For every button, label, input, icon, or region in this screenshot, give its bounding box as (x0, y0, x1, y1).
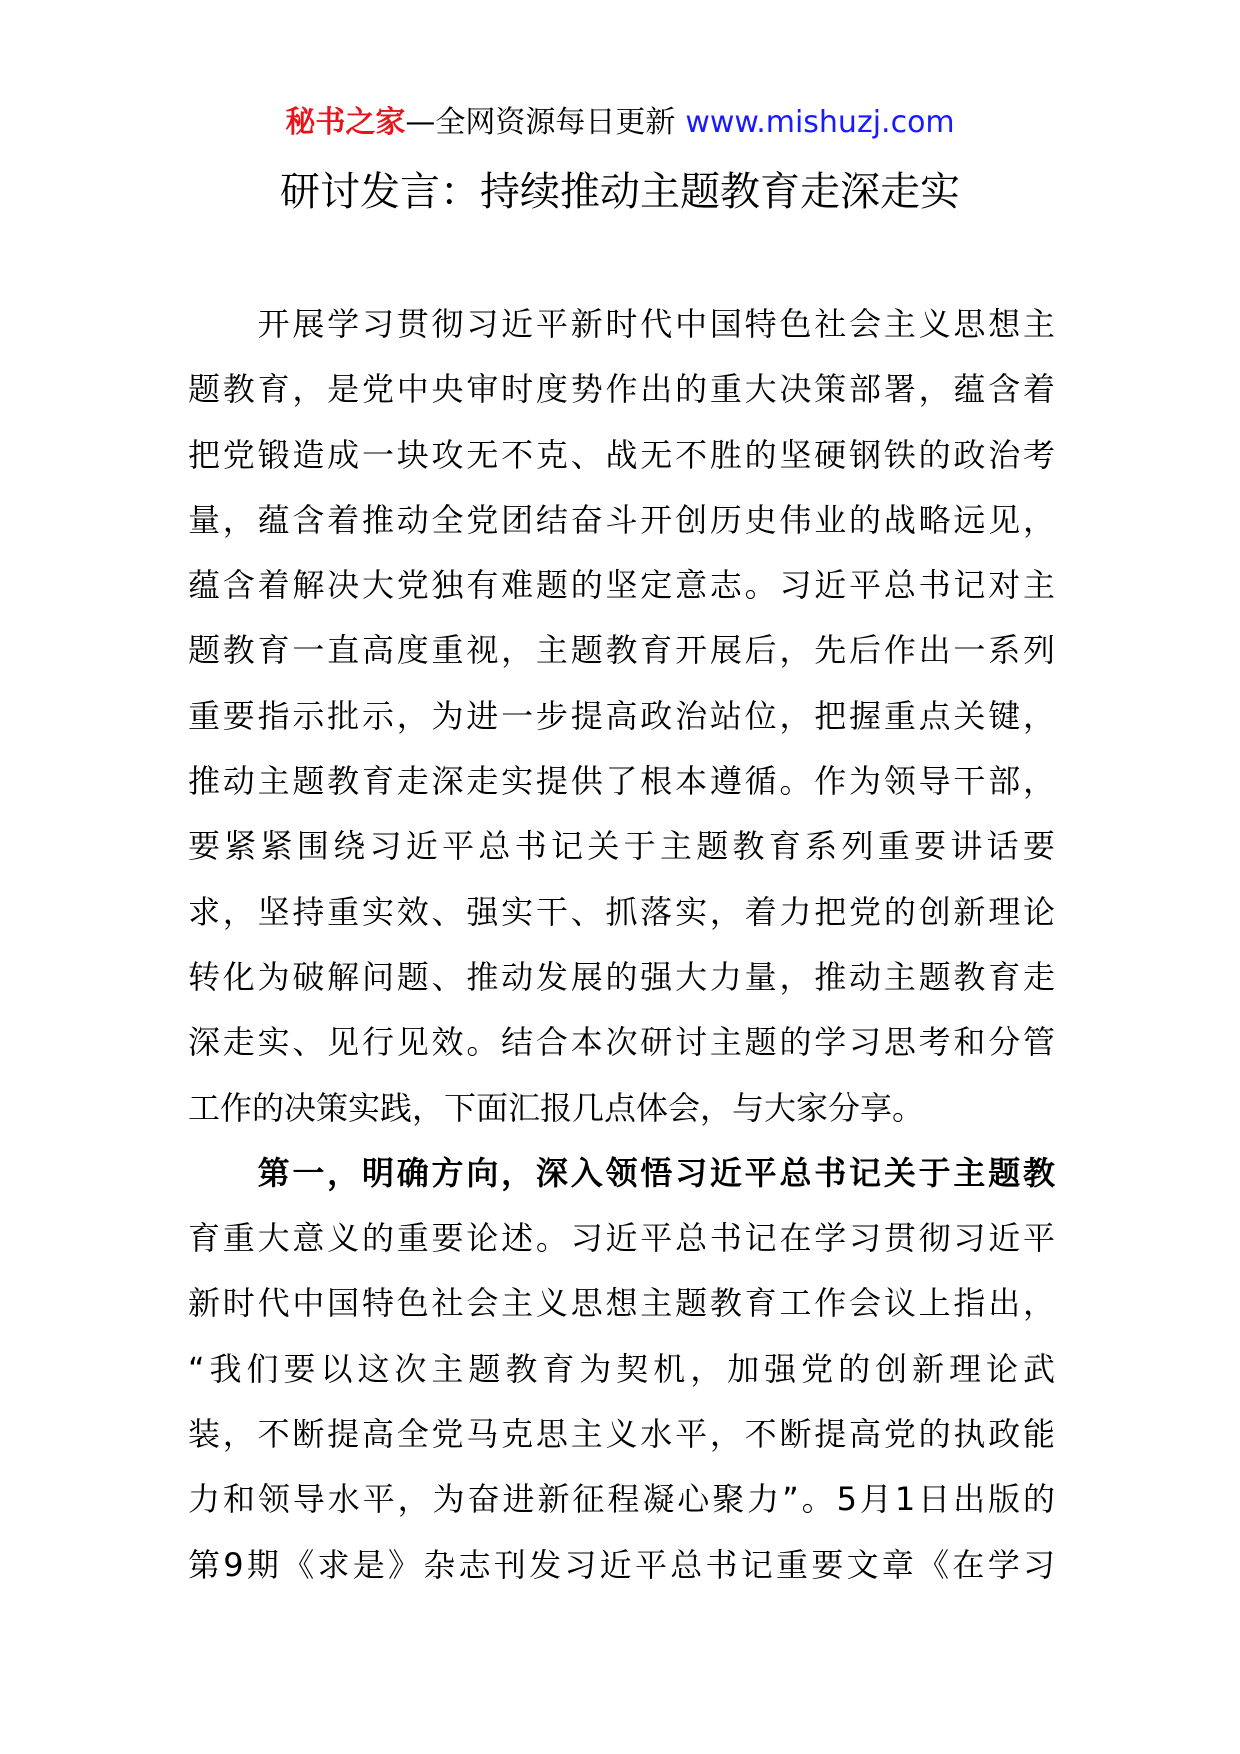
paragraph-line: 第9期《求是》杂志刊发习近平总书记重要文章《在学习 (188, 1545, 1055, 1584)
document-title: 研讨发言：持续推动主题教育走深走实 (280, 169, 960, 215)
paragraph-line: 开展学习贯彻习近平新时代中国特色社会主义思想主 (188, 305, 1055, 343)
paragraph-line: 题教育，是党中央审时度势作出的重大决策部署，蕴含着 (188, 370, 1055, 409)
paragraph-2 (188, 1141, 1055, 1598)
paragraph-line: “我们要以这次主题教育为契机，加强党的创新理论武 (188, 1349, 1055, 1388)
paragraph-line: 重要指示批示，为进一步提高政治站位，把握重点关键， (188, 696, 1055, 735)
section-heading-line: 第一，明确方向，深入领悟习近平总书记关于主题教 (188, 1153, 1055, 1192)
paragraph-line: 把党锻造成一块攻无不克、战无不胜的坚硬钢铁的政治考 (188, 435, 1055, 474)
paragraph-line: 求，坚持重实效、强实干、抓落实，着力把党的创新理论 (188, 892, 1055, 931)
paragraph-line: 新时代中国特色社会主义思想主题教育工作会议上指出， (188, 1284, 1055, 1323)
paragraph-line: 育重大意义的重要论述。习近平总书记在学习贯彻习近平 (188, 1219, 1055, 1258)
header-tagline: —全网资源每日更新 (405, 105, 676, 140)
paragraph-line: 题教育一直高度重视，主题教育开展后，先后作出一系列 (188, 631, 1055, 670)
page-header (0, 103, 1240, 143)
site-url-link[interactable]: www.mishuzj.com (685, 105, 955, 140)
paragraph-line: 力和领导水平，为奋进新征程凝心聚力”。5月1日出版的 (188, 1480, 1055, 1519)
document-body (188, 292, 1055, 1598)
paragraph-line: 装，不断提高全党马克思主义水平，不断提高党的执政能 (188, 1415, 1055, 1454)
brand-name: 秘书之家 (285, 105, 406, 140)
paragraph-line: 要紧紧围绕习近平总书记关于主题教育系列重要讲话要 (188, 827, 1055, 866)
paragraph-line: 蕴含着解决大党独有难题的坚定意志。习近平总书记对主 (188, 566, 1055, 605)
paragraph-line: 工作的决策实践，下面汇报几点体会，与大家分享。 (188, 1088, 925, 1127)
paragraph-1 (188, 292, 1055, 1141)
paragraph-line: 推动主题教育走深走实提供了根本遵循。作为领导干部， (188, 762, 1055, 801)
paragraph-line: 深走实、见行见效。结合本次研讨主题的学习思考和分管 (188, 1023, 1055, 1062)
paragraph-line: 量，蕴含着推动全党团结奋斗开创历史伟业的战略远见， (188, 500, 1055, 539)
paragraph-line: 转化为破解问题、推动发展的强大力量，推动主题教育走 (188, 957, 1055, 996)
